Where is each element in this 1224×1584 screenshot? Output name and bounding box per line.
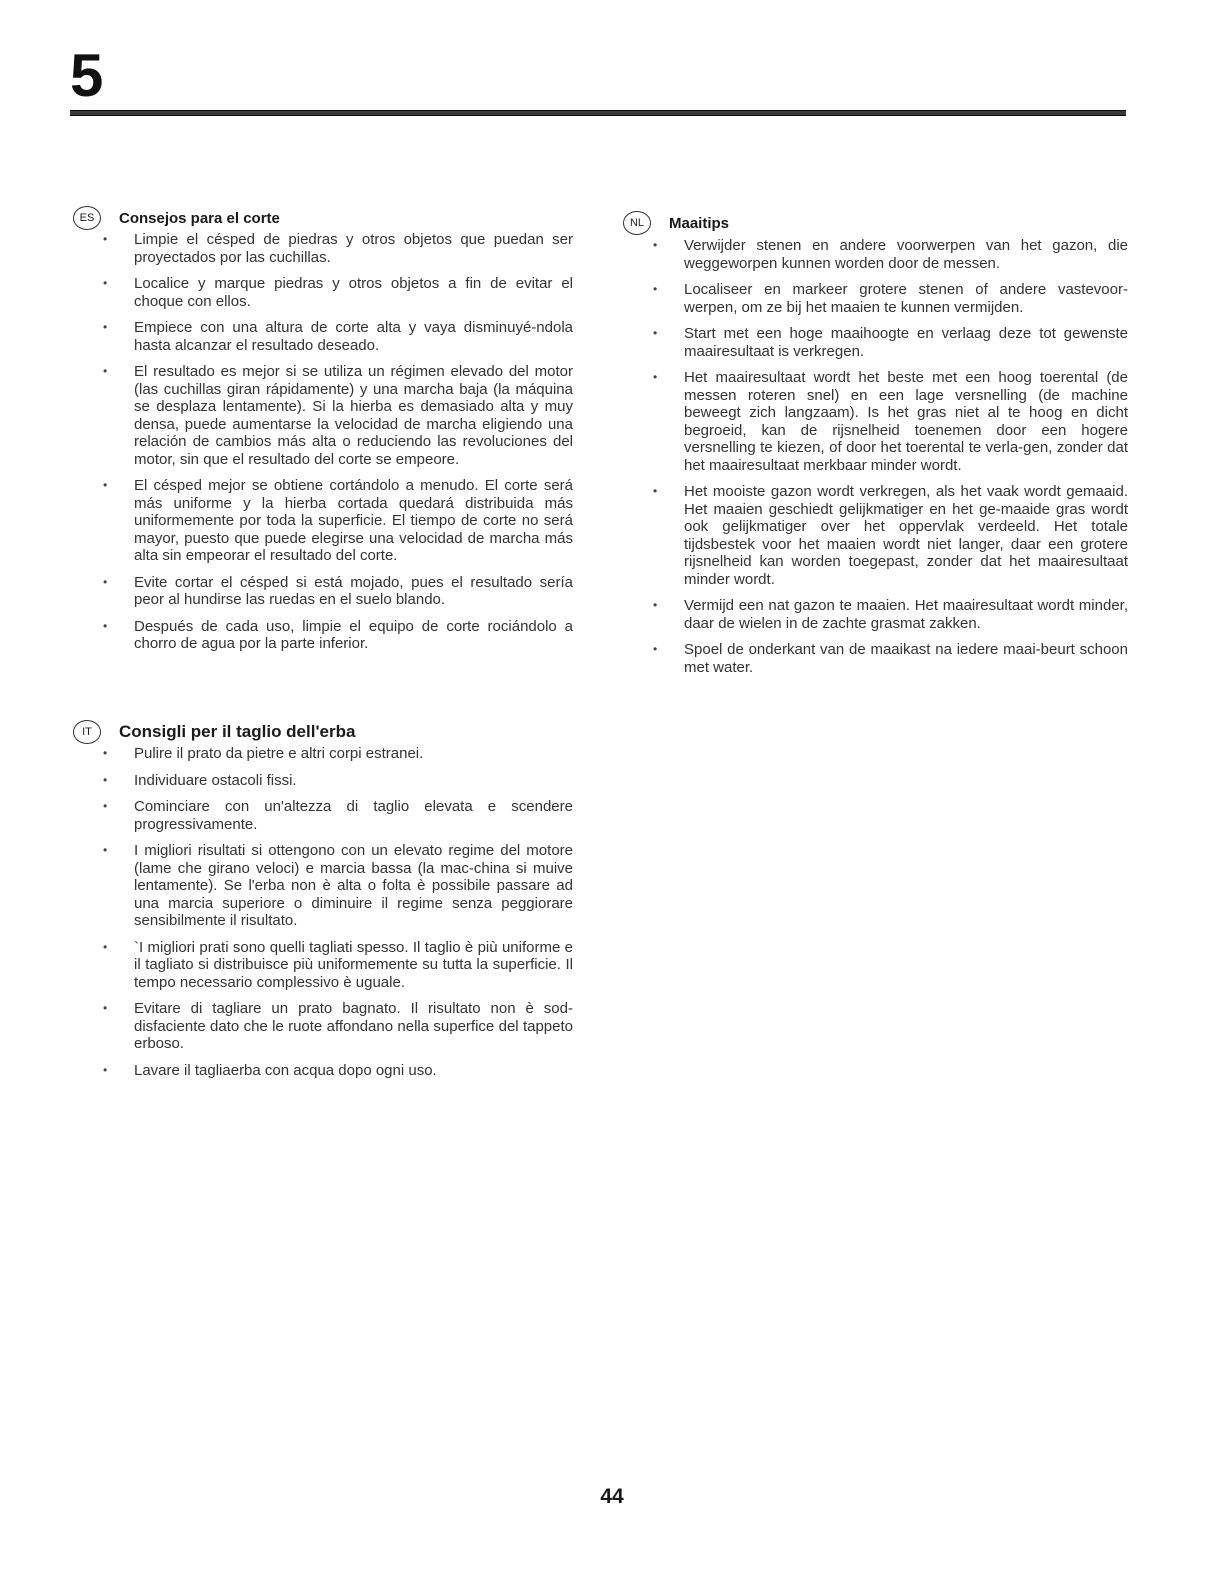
list-item — [73, 275, 573, 310]
list-item-text: Vermijd een nat gazon te maaien. Het maairesultaat wordt minder, daar de wielen in de zachte grasmat zakken. — [684, 597, 1128, 632]
chapter-number: 5 — [70, 42, 103, 109]
list-item-text: El resultado es mejor si se utiliza un régimen elevado del motor (las cuchillas giran rápidamente) y una marcha baja (la máquina se desplaza lentamente). Si la hierba es demasiado alta y muy densa, puede aumentarse la velocidad de marcha eligiendo una relación de cambios más alta o reduciendo las revoluciones del motor, sin que el resultado del corte se empeore. — [134, 363, 573, 468]
bullet-icon: • — [103, 364, 108, 378]
section-title-nl: Maaitips — [669, 214, 730, 232]
list-item — [73, 772, 573, 790]
bullet-icon: • — [103, 843, 108, 857]
list-item-text: Limpie el césped de piedras y otros objetos que puedan ser proyectados por las cuchillas. — [134, 231, 573, 266]
list-item-text: Evitare di tagliare un prato bagnato. Il risultato non è sod-disfaciente dato che le ruote affondano nella superfice del tappeto erboso. — [134, 1000, 573, 1052]
list-item-text: Start met een hoge maaihoogte en verlaag deze tot gewenste maairesultaat is verkregen. — [684, 325, 1128, 360]
section-header-it — [73, 720, 573, 744]
list-item-text: Empiece con una altura de corte alta y vaya disminuyé-ndola hasta alcanzar el resultado deseado. — [134, 319, 573, 354]
list-item-text: Lavare il tagliaerba con acqua dopo ogni uso. — [134, 1061, 437, 1079]
list-item-text: Individuare ostacoli fissi. — [134, 771, 297, 789]
list-item — [623, 483, 1128, 588]
bullet-icon: • — [653, 282, 658, 296]
section-es — [73, 206, 573, 662]
bullet-icon: • — [653, 484, 658, 498]
header-rule — [70, 110, 1126, 116]
list-item-text: Het maairesultaat wordt het beste met een hoog toerental (de messen roteren snel) en een lage versnelling (de machine beweegt zich langzaam). Is het gras niet al te hoog en dicht begroeid, kan de rijsnelheid toenemen door een hogere versnelling te kiezen, of door het toerental te verla-gen, zonder dat het maairesultaat merkbaar minder wordt. — [684, 369, 1128, 474]
list-item-text: `I migliori prati sono quelli tagliati spesso. Il taglio è più uniforme e il tagliato si distribuisce più uniformemente su tutta la superficie. Il tempo necessario complessivo è uguale. — [134, 938, 573, 991]
bullet-icon: • — [103, 1001, 108, 1015]
list-item — [73, 477, 573, 565]
list-item-text: Cominciare con un'altezza di taglio elevata e scendere progressivamente. — [134, 798, 573, 833]
bullet-list-nl — [623, 237, 1128, 676]
bullet-icon: • — [103, 1062, 108, 1077]
bullet-icon: • — [103, 799, 108, 813]
list-item — [73, 363, 573, 468]
bullet-icon: • — [103, 320, 108, 334]
section-header-nl — [623, 211, 1128, 235]
lang-badge-es-icon: ES — [73, 206, 101, 230]
list-item — [623, 369, 1128, 474]
page-number: 44 — [600, 1485, 624, 1508]
bullet-icon: • — [103, 574, 108, 589]
section-title-es: Consejos para el corte — [119, 209, 280, 227]
bullet-icon: • — [653, 326, 658, 340]
list-item — [73, 939, 573, 992]
list-item — [623, 237, 1128, 272]
bullet-icon: • — [653, 598, 658, 612]
bullet-icon: • — [653, 238, 658, 252]
bullet-list-it — [73, 745, 573, 1079]
list-item — [73, 618, 573, 653]
list-item — [73, 842, 573, 930]
bullet-list-es — [73, 231, 573, 653]
bullet-icon: • — [103, 232, 108, 246]
section-title-it: Consigli per il taglio dell'erba — [119, 722, 356, 741]
section-nl — [623, 211, 1128, 685]
section-header-es — [73, 206, 573, 230]
list-item-text: Evite cortar el césped si está mojado, pues el resultado sería peor al hundirse las ruedas en el suelo blando. — [134, 573, 573, 608]
bullet-icon: • — [103, 276, 108, 290]
list-item-text: Pulire il prato da pietre e altri corpi estranei. — [134, 745, 424, 762]
bullet-icon: • — [653, 642, 658, 656]
list-item — [623, 641, 1128, 676]
list-item — [73, 1062, 573, 1080]
bullet-icon: • — [103, 746, 108, 760]
list-item-text: Het mooiste gazon wordt verkregen, als het vaak wordt gemaaid. Het maaien geschiedt gelijkmatiger en het ge-maaide gras wordt ook gelijkmatiger over het oppervlak verdeeld. Het totale tijdsbestek voor het maaien wordt niet langer, daar een grotere rijsnelheid kan worden toegepast, zonder dat het maairesultaat minder wordt. — [684, 483, 1128, 588]
list-item-text: Después de cada uso, limpie el equipo de corte rociándolo a chorro de agua por la parte inferior. — [134, 617, 573, 652]
list-item-text: Localice y marque piedras y otros objetos a fin de evitar el choque con ellos. — [134, 275, 573, 310]
list-item — [623, 597, 1128, 632]
list-item — [73, 231, 573, 266]
list-item — [73, 319, 573, 354]
list-item-text: Localiseer en markeer grotere stenen of andere vastevoor-werpen, om ze bij het maaien te kunnen vermijden. — [684, 281, 1128, 316]
list-item-text: Verwijder stenen en andere voorwerpen van het gazon, die weggeworpen kunnen worden door de messen. — [684, 237, 1128, 272]
bullet-icon: • — [103, 618, 108, 633]
list-item-text: El césped mejor se obtiene cortándolo a menudo. El corte será más uniforme y la hierba cortada quedará distribuida más uniformemente por toda la superficie. El tiempo de corte no será mayor, puesto que puede elegirse una velocidad de marcha más alta sin empeorar el resultado del corte. — [134, 477, 573, 564]
list-item — [73, 574, 573, 609]
list-item-text: I migliori risultati si ottengono con un elevato regime del motore (lame che girano veloci) e marcia bassa (la mac-china si muive lentamente). Se l'erba non è alta o folta è possibile passare ad una marcia superiore o diminuire il regime senza peggiorare sensibilmente il risultato. — [134, 842, 573, 929]
list-item — [623, 325, 1128, 360]
lang-badge-nl-icon: NL — [623, 211, 651, 235]
lang-badge-it-icon: IT — [73, 720, 101, 744]
bullet-icon: • — [103, 772, 108, 787]
list-item — [73, 798, 573, 833]
list-item — [73, 745, 573, 763]
list-item-text: Spoel de onderkant van de maaikast na iedere maai-beurt schoon met water. — [684, 641, 1128, 676]
bullet-icon: • — [103, 478, 108, 492]
list-item — [73, 1000, 573, 1053]
bullet-icon: • — [103, 939, 108, 954]
section-it — [73, 720, 573, 1088]
bullet-icon: • — [653, 370, 658, 384]
list-item — [623, 281, 1128, 316]
